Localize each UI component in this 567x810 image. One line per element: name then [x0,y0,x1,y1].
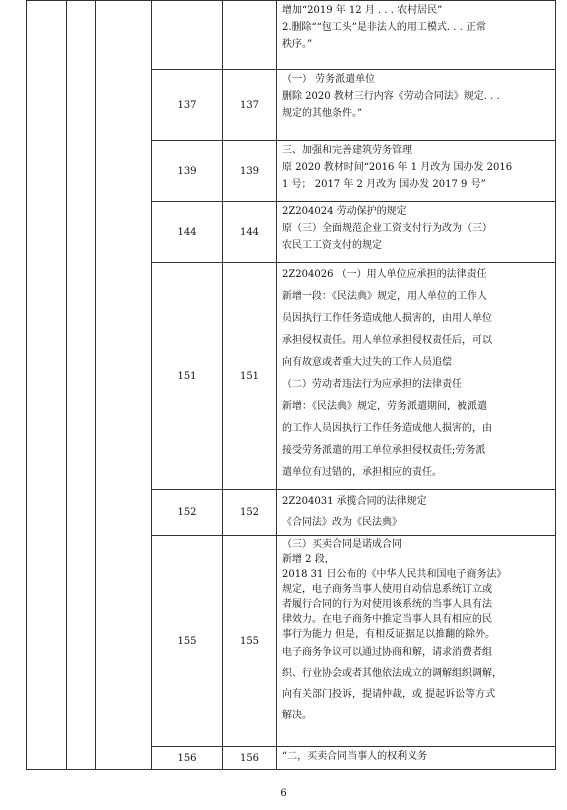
content-line: 织、行业协会或者其他依法成立的调解组织调解， [282,668,502,679]
page-cell-new: 137 [223,70,277,141]
change-content [277,747,556,770]
content-line: 者履行合同的行为对使用该系统的当事人具有法 [282,599,492,610]
content-line: 电子商务争议可以通过协商和解，请求消费者组 [282,647,492,658]
content-line: 接受劳务派遣的用工单位承担侵权责任;劳务派 [282,445,486,456]
content-line: 删除 2020 教材三行内容《劳动合同法》规定. . . [282,91,500,102]
content-line: 2Z204026 （一）用人单位应承担的法律责任 [282,269,487,280]
content-line: 解决。 [282,710,312,721]
content-line: （一） 劳务派遣单位 [282,74,376,85]
page-cell-new: 156 [223,747,277,770]
content-line: 2.删除““包工头”是非法人的用工模式. . . 正常 [282,22,486,33]
change-content [277,202,556,263]
content-line: 遣单位有过错的，承担相应的责任。 [282,467,442,478]
content-line: 承担侵权责任。用人单位承担侵权责任后，可以 [282,335,492,346]
content-line: 原 2020 教材时间“2016 年 1 月改为 国办发 2016 [282,162,513,173]
content-line: （三）买卖合同是诺成合同 [282,539,402,550]
content-line: 1 号； 2017 年 2 月改为 国办发 2017 9 号” [282,179,486,190]
page-cell-old: 144 [152,202,223,263]
table-row [27,1,556,70]
content-line: 增加“2019 年 12 月 . . . 农村居民” [282,5,443,16]
content-line: 2Z204024 劳动保护的规定 [282,206,407,217]
change-content [277,141,556,202]
content-line: 向有关部门投诉，提请仲裁，或 提起诉讼等方式 [282,689,496,700]
content-line: 三、加强和完善建筑劳务管理 [282,145,412,156]
content-line: “二，买卖合同当事人的权利义务 [282,751,428,762]
content-line: 向有故意或者重大过失的工作人员追偿 [282,357,452,368]
content-line: 事行为能力 但是，有相反证据足以推翻的除外。 [282,629,496,640]
page-cell-new: 144 [223,202,277,263]
content-line: 2018 31 日公布的《中华人民共和国电子商务法》 [282,569,507,580]
page-cell-old: 152 [152,490,223,536]
content-line: 规定，电子商务当事人使用自动信息系统订立或 [282,584,492,595]
blank-cell [27,1,67,770]
page-cell-new: 155 [223,536,277,747]
content-line: 《合同法》改为《民法典》 [282,517,402,528]
page-number: 6 [280,788,287,799]
content-line: 律效力。在电子商务中推定当事人具有相应的民 [282,614,492,625]
content-line: 农民工工资支付的规定 [282,240,382,251]
content-line: 的工作人员因执行工作任务造成他人损害的，由 [282,423,492,434]
content-line: 规定的其他条件。” [282,108,363,119]
content-line: 新增一段：《民法典》规定，用人单位的工作人 [282,291,487,302]
change-content [277,263,556,490]
page-cell-new: 151 [223,263,277,490]
page-cell-new: 152 [223,490,277,536]
blank-cell [67,1,96,770]
page-cell-old: 137 [152,70,223,141]
content-line: 员因执行工作任务造成他人损害的，由用人单位 [282,313,492,324]
content-line: 原（三）全面规范企业工资支付行为改为（三） [282,223,492,234]
change-content [277,70,556,141]
page-cell-old: 151 [152,263,223,490]
content-line: 新增 2 段， [282,554,335,565]
page-cell-old [152,1,223,70]
page-cell-new: 139 [223,141,277,202]
content-line: （二）劳动者违法行为应承担的法律责任 [282,379,462,390]
page-cell-old: 155 [152,536,223,747]
change-content [277,1,556,70]
content-line: 2Z204031 承揽合同的法律规定 [282,496,427,507]
change-content [277,490,556,536]
blank-cell [96,1,152,770]
change-content [277,536,556,747]
page-cell-old: 139 [152,141,223,202]
changes-table [26,0,556,770]
content-line: 新增：《民法典》规定，劳务派遣期间，被派遣 [282,401,487,412]
page-cell-old: 156 [152,747,223,770]
page-cell-new [223,1,277,70]
content-line: 秩序。” [282,39,313,50]
